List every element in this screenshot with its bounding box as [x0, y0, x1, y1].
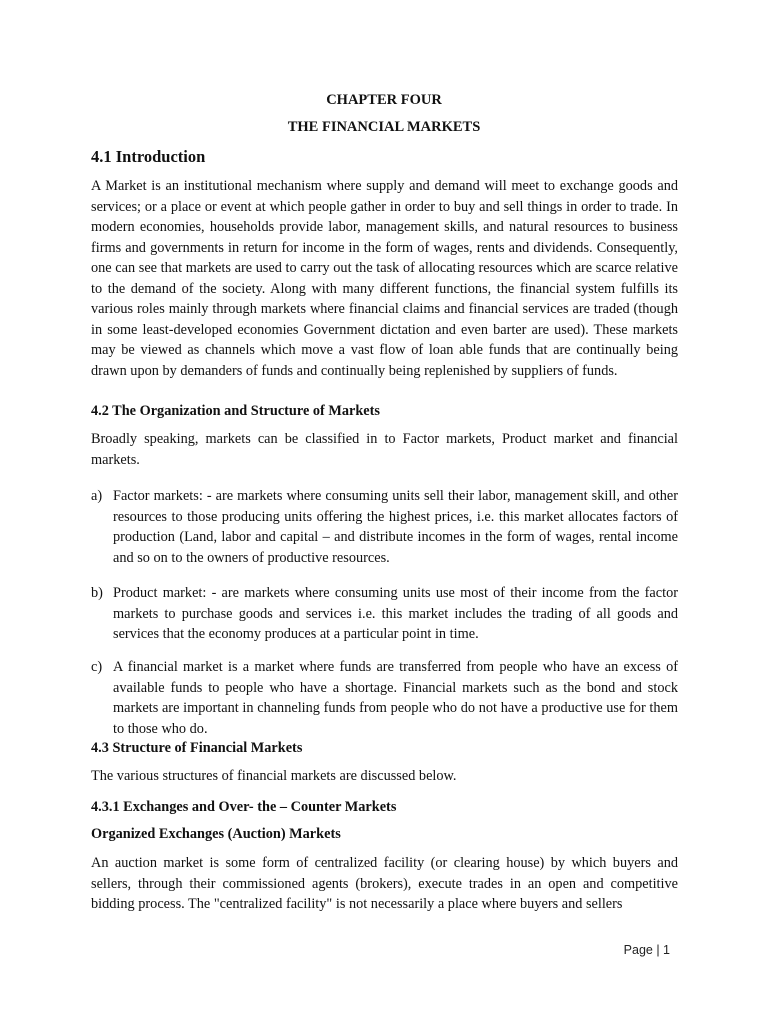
section-4-3-intro: The various structures of financial markets are discussed below.: [91, 768, 457, 784]
list-item-text: Factor markets: - are markets where consuming units sell their labor, management skill, and other resources to those producing units offering the highest prices, i.e. this market allocates factors of production (Land, labor and capital – and distribute incomes in the form of wages, rental income and so on to the owners of productive resources.: [113, 488, 678, 566]
section-4-2-intro: Broadly speaking, markets can be classified in to Factor markets, Product market and financial markets.: [91, 431, 678, 468]
list-item-a: [91, 486, 678, 568]
section-heading-4-2: 4.2 The Organization and Structure of Markets: [91, 403, 380, 419]
list-item-text: Product market: - are markets where consuming units use most of their income from the factor markets to purchase goods and services i.e. this market includes the trading of all goods and services that the economy produces at a particular point in time.: [113, 585, 678, 642]
section-heading-4-1: 4.1 Introduction: [91, 147, 206, 166]
list-item-c: [91, 657, 678, 739]
list-marker: a): [91, 488, 103, 504]
list-marker: c): [91, 659, 103, 675]
chapter-title: THE FINANCIAL MARKETS: [287, 119, 481, 135]
list-item-b: [91, 583, 678, 645]
section-heading-4-3-1: 4.3.1 Exchanges and Over- the – Counter Markets: [91, 799, 397, 815]
chapter-number: CHAPTER FOUR: [326, 92, 442, 108]
subsection-heading-organized-exchanges: Organized Exchanges (Auction) Markets: [91, 826, 341, 842]
section-heading-4-3: 4.3 Structure of Financial Markets: [91, 740, 303, 756]
page-number: Page | 1: [623, 943, 670, 957]
list-item-text: A financial market is a market where funds are transferred from people who have an excess of available funds to people who have a shortage. Financial markets such as the bond and stock markets are important in channeling funds from people who do not have a productive use for them to those who do.: [113, 659, 678, 737]
section-4-1-paragraph: A Market is an institutional mechanism where supply and demand will meet to exchange goods and services; or a place or event at which people gather in order to buy and sell things in order to trade. In modern economies, households provide labor, management skills, and natural resources to business firms and governments in return for income in the form of wages, rents and dividends. Consequently, one can see that markets are used to carry out the task of allocating resources which are scarce relative to the demand of the society. Along with many different functions, the financial system fulfills its various roles mainly through markets where financial claims and financial services are traded (though in some least-developed economies Government dictation and even barter are used). These markets may be viewed as channels which move a vast flow of loan able funds that are continually being drawn upon by demanders of funds and continually being replenished by suppliers of funds.: [91, 178, 678, 379]
list-marker: b): [91, 585, 103, 601]
section-4-3-1-paragraph: An auction market is some form of centralized facility (or clearing house) by which buyers and sellers, through their commissioned agents (brokers), execute trades in an open and competitive bidding process. The "centralized facility" is not necessarily a place where buyers and sellers: [91, 855, 678, 912]
